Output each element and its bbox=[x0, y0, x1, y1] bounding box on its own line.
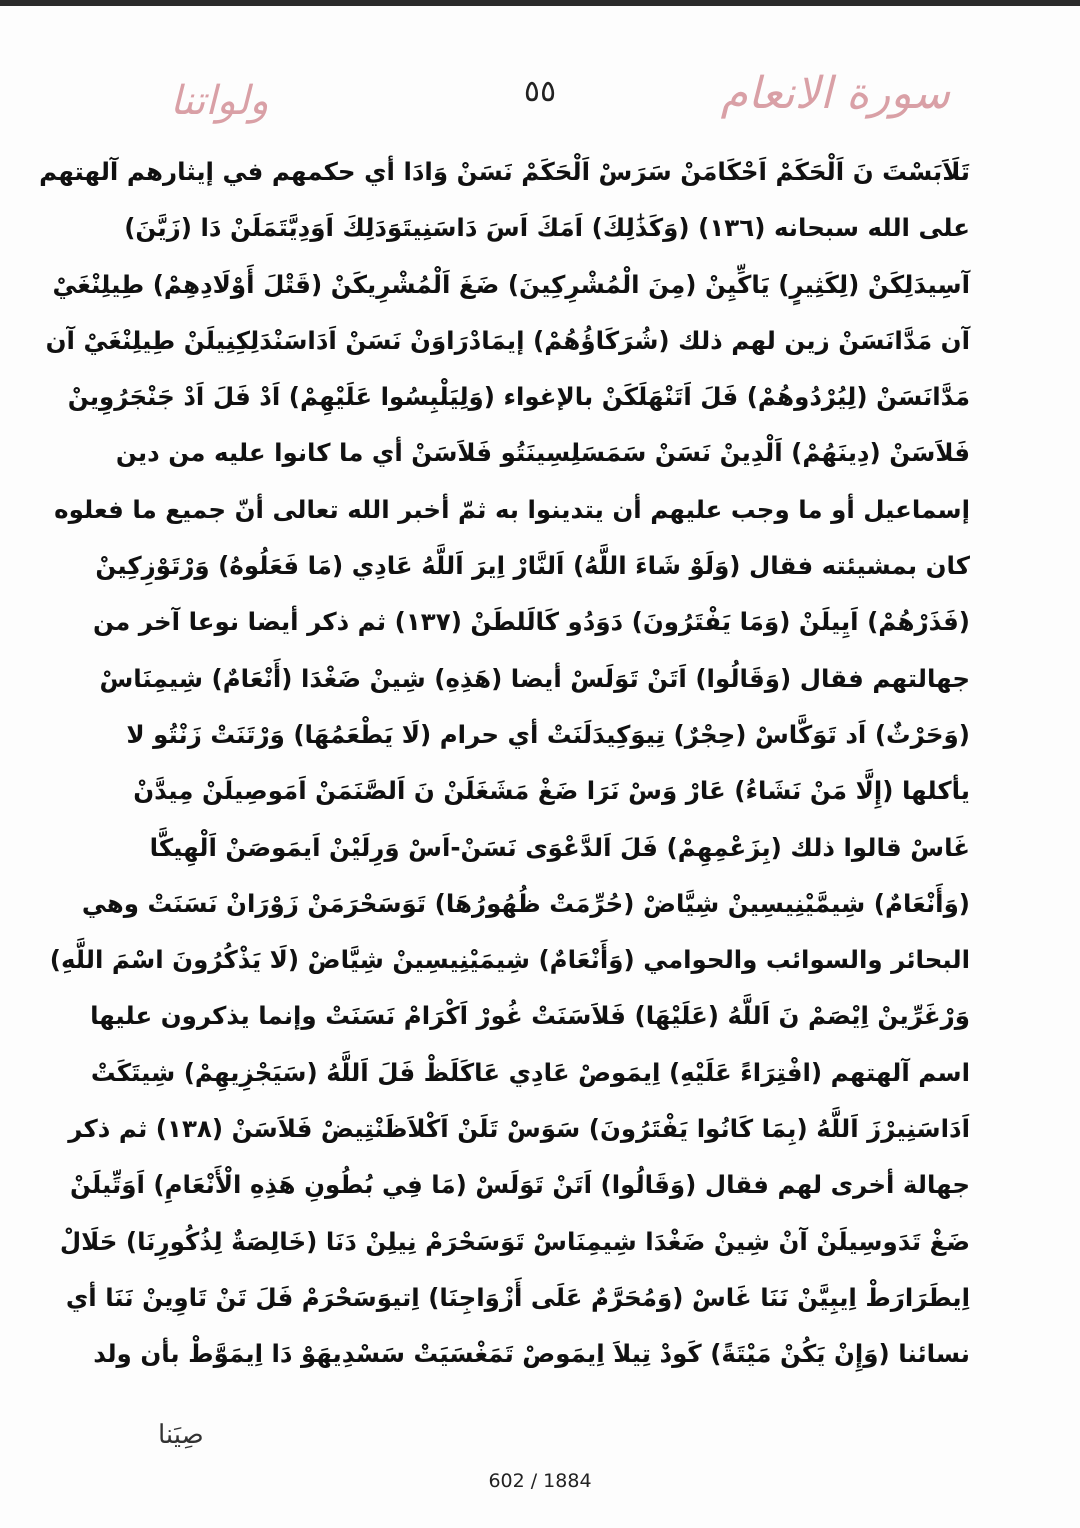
page-counter: 602 / 1884 bbox=[488, 1470, 592, 1492]
page-number: ٥٥ bbox=[523, 74, 557, 109]
text-line: جهالتهم فقال (وَقَالُوا) اَتَنْ تَوَلَسْ أيضا (هَذِهِ) شِينْ ضَغْدَا (أَنْعَامٌ) شِيمِنَاسْ bbox=[99, 663, 970, 693]
text-line: اسم آلهتهم (افْتِرَاءً عَلَيْهِ) اِيمَوصْ عَادِي عَاكَلَظْ فَلَ اَللَّهُ (سَيَجْزِيهِمْ) شِيتَكَتْ bbox=[90, 1057, 970, 1087]
text-line: وَرْغَرِّينْ اِيْصَمْ نَ اَللَّهُ (عَلَيْهَا) فَلاَسَنَتْ غُورْ اَكْرَامْ نَسَنَتْ وإنما يذكرون عليها bbox=[90, 1001, 970, 1031]
text-line: يأكلها (إِلَّا مَنْ نَشَاءُ) عَارْ وَسْ نَرَا ضَغْ مَشَغَلَنْ نَ اَلصَّنَمَنْ اَمَوصِيلَنْ مِيدَّنْ bbox=[133, 776, 970, 806]
scan-top-edge bbox=[0, 0, 1080, 6]
text-line: كان بمشيئته فقال (وَلَوْ شَاءَ اللَّهُ) اَلنَّارْ اِيرَ اَللَّهُ عَادِي (مَا فَعَلُوهُ) وَرْتَوْزِكِينْ bbox=[95, 551, 970, 581]
text-line: (فَذَرْهُمْ) اَيِيلَنْ (وَمَا يَفْتَرُونَ) دَوَدُو كَالَلطَنْ (١٣٧) ثم ذكر أيضا نوعا آخر من bbox=[93, 607, 970, 637]
text-line: ضَغْ تَدَوسِيلَنْ آنْ شِينْ ضَغْدَا شِيمِنَاسْ تَوَسَحْرَمْ نِيلِنْ دَنَا (خَالِصَةٌ لِذُكُورِنَا) حَلَالْ bbox=[59, 1226, 970, 1256]
text-line: (وَأَنْعَامٌ) شِيمَّيْنِيسِينْ شِيَّاضْ (حُرِّمَتْ ظُهُورُهَا) تَوَسَحْرَمَنْ زَوْرَانْ نَسَنَتْ وهي bbox=[81, 888, 970, 918]
text-line: آن مَدَّانَسَنْ زين لهم ذلك (شُرَكَاؤُهُمْ) إيمَادْرَاوَنْ نَسَنْ اَدَاسَنْدَلِكِنِيلَنْ طِيلِنْغَيْ آن bbox=[45, 325, 970, 355]
text-line: نسائنا (وَإِنْ يَكُنْ مَيْتَةً) كَودْ تِيلاَ اِيمَوصْ تَمَغْسَيَتْ سَسْدِيهَوْ دَا اِيمَوَّطْ بأن ولد bbox=[93, 1339, 970, 1369]
text-line: فَلاَسَنْ (دِينَهُمْ) اَلْدِينْ نَسَنْ سَمَسَلِسِينَتُو فَلاَسَنْ أي ما كانوا عليه من دين bbox=[115, 438, 970, 468]
text-line: اَدَاسَنِيرْزَ اَللَّهُ (بِمَا كَانُوا يَفْتَرُونَ) سَوَسْ تَلَنْ اَكْلاَظَنْتِيضْ فَلاَسَنْ (١٣٨) ثم ذكر bbox=[68, 1114, 970, 1144]
text-line: (وَحَرْثٌ) اَد تَوَكَّاسْ (حِجْرٌ) تِيوَكِيدَلَنَتْ أي حرام (لَا يَطْعَمُهَا) وَرْتَنَتْ زَنْتُو لا bbox=[126, 719, 970, 749]
text-line: البحائر والسوائب والحوامي (وَأَنْعَامٌ) شِيمَيْنِيسِينْ شِيَّاضْ (لَا يَذْكُرُونَ اسْمَ اللَّهِ) bbox=[49, 945, 970, 975]
text-line: جهالة أخرى لهم فقال (وَقَالُوا) اَتَنْ تَوَلَسْ (مَا فِي بُطُونِ هَذِهِ الْأَنْعَامِ) اَوَتِّيلَنْ bbox=[69, 1170, 970, 1200]
text-line: اِيطَرَارَطْ اِيبِيَّنْ نَنَا غَاسْ (وَمُحَرَّمٌ عَلَى أَزْوَاجِنَا) اِتيوَسَحْرَمْ فَلَ تَنْ تَاوِينْ نَنَا أي bbox=[65, 1282, 970, 1312]
text-line: آسِيدَلِكَنْ (لِكَثِيرٍ) يَاكِّيِنْ (مِنَ الْمُشْرِكِينَ) ضَغَ اَلْمُشْرِيكَنْ (قَتْلَ أَوْلَادِهِمْ) طِيلِنْغَيْ bbox=[52, 269, 970, 299]
surah-title-handwritten: سورة الانعام bbox=[720, 68, 950, 119]
text-line: إسماعيل أو ما وجب عليهم أن يتدينوا به ثمّ أخبر الله تعالى أنّ جميع ما فعلوه bbox=[54, 494, 970, 524]
footer-handwritten-mark: صِيَنا bbox=[158, 1420, 204, 1450]
text-line: غَاسْ قالوا ذلك (بِزَعْمِهِمْ) فَلَ اَلدَّعْوَى نَسَنْ-اَسْ وَرِلَيْنْ اَيمَوصَنْ اَلْهِيكَّا bbox=[149, 832, 970, 862]
text-line: على الله سبحانه (١٣٦) (وَكَذَٰلِكَ) اَمَكَ اَسَ دَاسَنِيتَوَدَلِكَ اَوَدِيَّتَمَلَنْ دَا (زَيَّنَ) bbox=[124, 213, 970, 243]
margin-note-handwritten: ولواتنا bbox=[170, 78, 269, 124]
body-text bbox=[39, 144, 970, 1383]
text-line: مَدَّانَسَنْ (لِيُرْدُوهُمْ) فَلَ اَتَنْهَلَكَنْ بالإغواء (وَلِيَلْبِسُوا عَلَيْهِمْ) اَدْ فَلَ اَدْ جَنْجَرُوِينْ bbox=[67, 382, 970, 412]
text-line: تَلَاَبَسْتَ نَ اَلْحَكَمْ اَحْكَامَنْ سَرَسْ اَلْحَكَمْ نَسَنْ وَادَا أي حكمهم في إيثارهم آلهتهم bbox=[39, 157, 970, 186]
